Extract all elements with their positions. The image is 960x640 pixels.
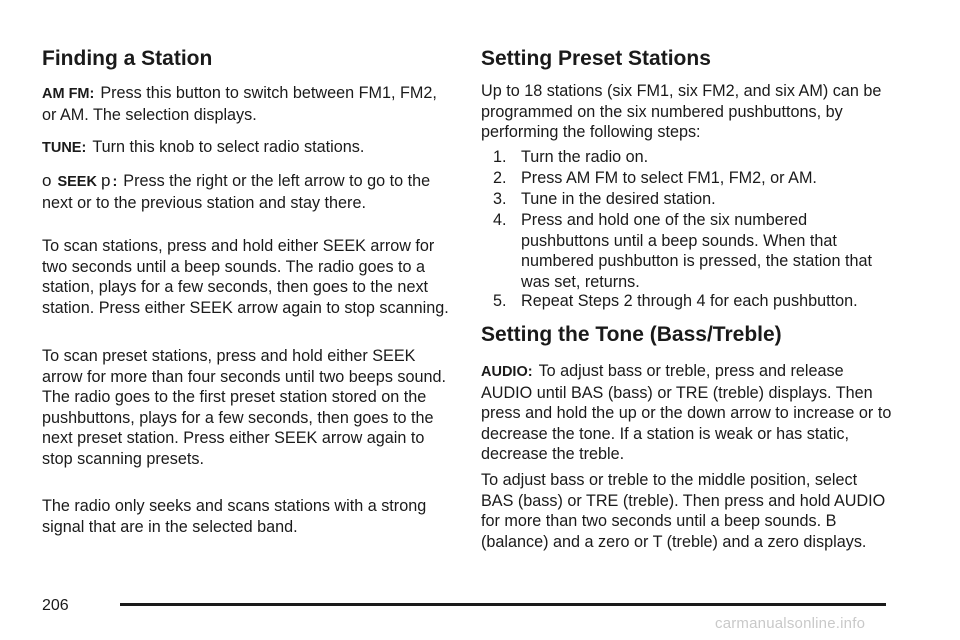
audio-paragraph <box>481 361 893 465</box>
watermark: carmanualsonline.info <box>715 615 866 632</box>
step-text: Turn the radio on. <box>521 148 649 166</box>
seek-term: SEEK <box>57 174 97 190</box>
step-text: Press AM FM to select FM1, FM2, or AM. <box>521 169 817 187</box>
amfm-paragraph <box>42 83 454 125</box>
page-number: 206 <box>42 597 69 614</box>
step-number: 5. <box>493 292 507 310</box>
list-item <box>493 189 893 210</box>
tune-text: Turn this knob to select radio stations. <box>92 138 365 156</box>
list-item <box>493 168 893 189</box>
step-number: 4. <box>493 211 507 229</box>
list-item <box>493 147 893 168</box>
audio-text: To adjust bass or treble, press and release AUDIO until BAS (bass) or TRE (treble) displays. Then press and hold the up or the down arrow to increase or to decrease the tone. If a station is weak or has static, decrease the treble. <box>481 362 892 464</box>
seek-colon: : <box>112 174 118 190</box>
amfm-text: Press this button to switch between FM1, FM2, or AM. The selection displays. <box>42 84 437 124</box>
seek-left-arrow-icon: o <box>42 171 52 190</box>
audio-term: AUDIO: <box>481 364 533 380</box>
preset-scan-paragraph: To scan preset stations, press and hold either SEEK arrow for more than four seconds until two beeps sound. The radio goes to the first preset station stored on the pushbuttons, plays for a few seconds, then goes to the next preset station. Press either SEEK arrow again to stop scanning presets. <box>42 347 447 468</box>
seek-paragraph <box>42 171 454 213</box>
step-text: Press and hold one of the six numbered pushbuttons until a beep sounds. When that numbered pushbutton is pressed, the station that was set, returns. <box>521 211 872 291</box>
step-number: 3. <box>493 190 507 208</box>
step-text: Tune in the desired station. <box>521 190 716 208</box>
seek-right-arrow-icon: p <box>100 171 111 190</box>
tune-term: TUNE: <box>42 140 87 156</box>
preset-intro-paragraph: Up to 18 stations (six FM1, six FM2, and six AM) can be programmed on the six numbered pushbuttons, by performing the following steps: <box>481 82 882 142</box>
scan-paragraph: To scan stations, press and hold either SEEK arrow for two seconds until a beep sounds. The radio goes to a station, plays for a few seconds, then goes to the next station. Press either SEEK arrow again to stop scanning. <box>42 237 449 317</box>
step-number: 2. <box>493 169 507 187</box>
section-heading-setting-tone: Setting the Tone (Bass/Treble) <box>481 323 782 346</box>
middle-position-paragraph: To adjust bass or treble to the middle position, select BAS (bass) or TRE (treble). Then press and hold AUDIO for more than two seconds until a beep sounds. B (balance) and a zero or T (treble) and a zero displays. <box>481 471 886 551</box>
seek-text: Press the right or the left arrow to go to the next or to the previous station and stay there. <box>42 172 431 212</box>
signal-paragraph: The radio only seeks and scans stations with a strong signal that are in the selected band. <box>42 497 427 536</box>
tune-paragraph <box>42 137 364 159</box>
list-item <box>493 291 893 312</box>
amfm-term: AM FM: <box>42 86 95 102</box>
step-number: 1. <box>493 148 507 166</box>
list-item <box>493 210 893 292</box>
footer-rule <box>120 603 886 606</box>
step-text: Repeat Steps 2 through 4 for each pushbutton. <box>521 292 858 310</box>
section-heading-finding-station: Finding a Station <box>42 47 213 70</box>
section-heading-preset-stations: Setting Preset Stations <box>481 47 711 70</box>
